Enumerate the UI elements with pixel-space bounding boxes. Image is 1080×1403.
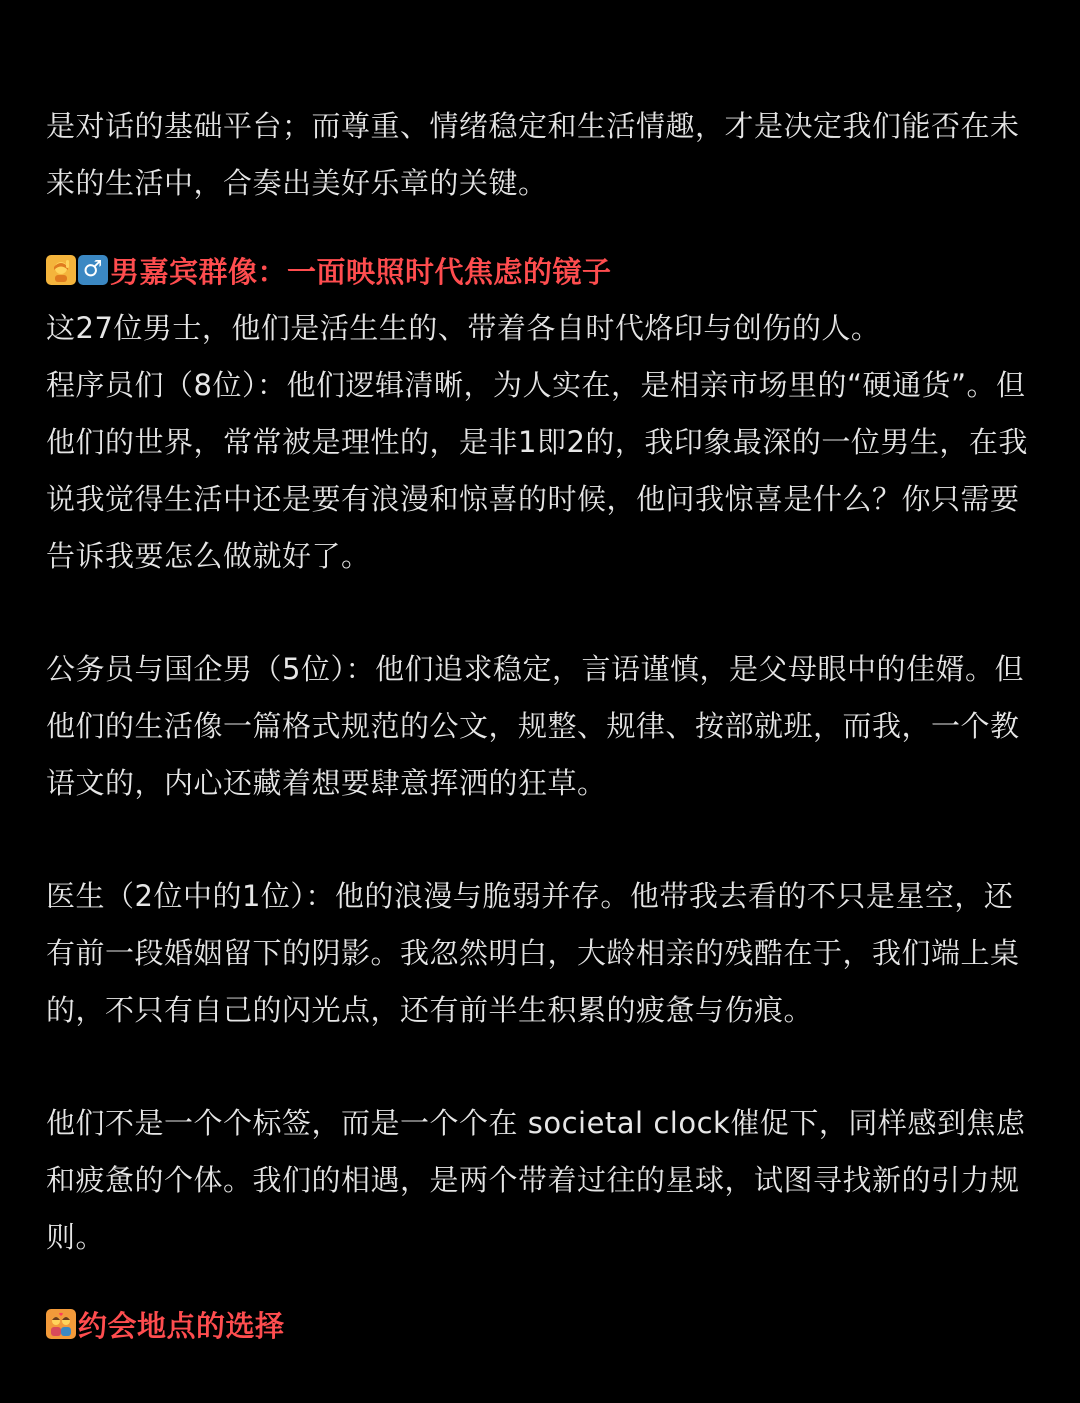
person-raising-hand-icon bbox=[46, 255, 76, 285]
paragraph-doctor: 医生（2位中的1位）：他的浪漫与脆弱并存。他带我去看的不只是星空，还有前一段婚姻留下的阴影。我忽然明白，大龄相亲的残酷在于，我们端上桌的，不只有自己的闪光点，还有前半生积累的疲惫与伤痕。 bbox=[46, 879, 1020, 1027]
paragraph-civil-servants: 公务员与国企男（5位）：他们追求稳定，言语谨慎，是父母眼中的佳婿。但他们的生活像一篇格式规范的公文，规整、规律、按部就班，而我，一个教语文的，内心还藏着想要肆意挥洒的狂草。 bbox=[46, 652, 1024, 800]
couple-with-heart-icon bbox=[46, 1309, 76, 1339]
section-title: 约会地点的选择 bbox=[78, 1308, 285, 1343]
article-body bbox=[46, 98, 1036, 1354]
spacer bbox=[46, 1266, 1036, 1294]
male-sign-icon: ♂ bbox=[78, 255, 108, 285]
section-heading-male-guests bbox=[46, 240, 1036, 300]
paragraph-programmers: 程序员们（8位）：他们逻辑清晰，为人实在，是相亲市场里的“硬通货”。但他们的世界，常常被是理性的，是非1即2的，我印象最深的一位男生，在我说我觉得生活中还是要有浪漫和惊喜的时候，他问我惊喜是什么？你只需要告诉我要怎么做就好了。 bbox=[46, 368, 1028, 573]
section-title: 男嘉宾群像：一面映照时代焦虑的镜子 bbox=[110, 254, 612, 289]
section-heading-date-location bbox=[46, 1294, 1036, 1354]
spacer bbox=[46, 812, 1036, 868]
paragraph-conclusion: 他们不是一个个标签，而是一个个在 societal clock催促下，同样感到焦虑和疲惫的个体。我们的相遇，是两个带着过往的星球，试图寻找新的引力规则。 bbox=[46, 1106, 1026, 1254]
paragraph-overview: 这27位男士，他们是活生生的、带着各自时代烙印与创伤的人。 bbox=[46, 311, 881, 345]
spacer bbox=[46, 212, 1036, 240]
spacer bbox=[46, 1039, 1036, 1095]
intro-paragraph: 是对话的基础平台；而尊重、情绪稳定和生活情趣，才是决定我们能否在未来的生活中，合奏出美好乐章的关键。 bbox=[46, 109, 1020, 200]
spacer bbox=[46, 585, 1036, 641]
